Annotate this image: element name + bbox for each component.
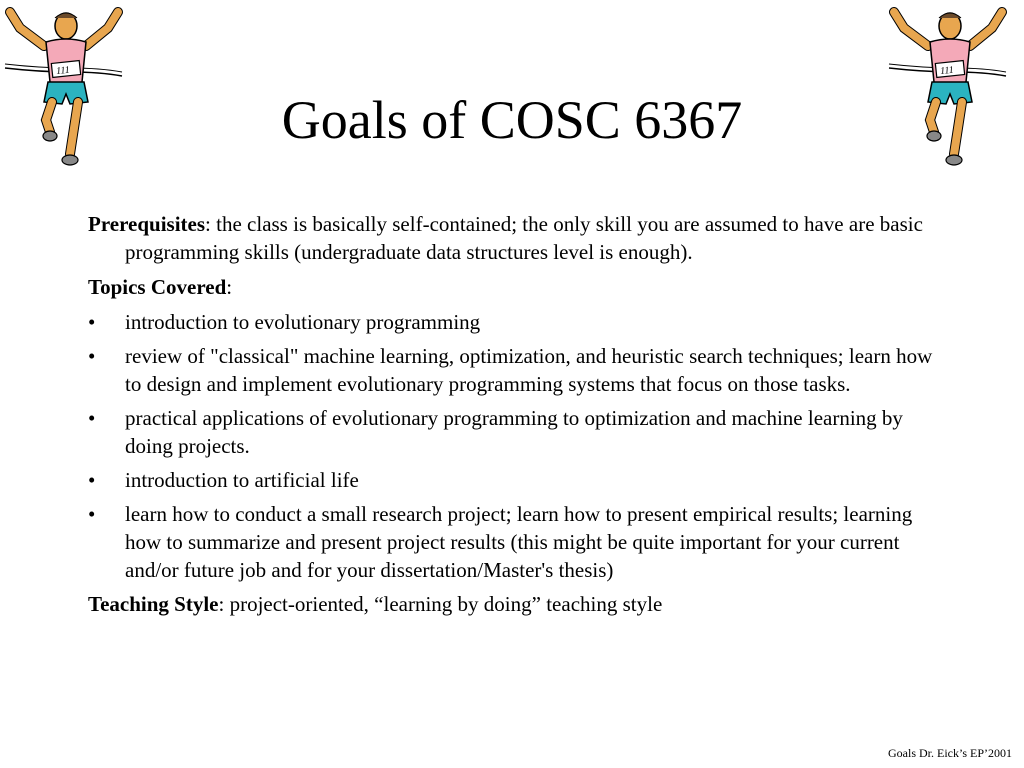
list-item-text: practical applications of evolutionary programming to optimization and machine learning by doing projects. [125,406,903,458]
list-item [88,308,938,336]
runner-bib-number: 111 [55,64,71,78]
topics-label: Topics Covered [88,275,227,299]
list-item [88,404,938,460]
teaching-style-label: Teaching Style [88,592,219,616]
list-item-text: learn how to conduct a small research project; learn how to present empirical results; learning how to summarize and present project results (this might be quite important for your current and/or future job and for your dissertation/Master's thesis) [125,502,913,582]
bullet-icon: • [88,502,96,526]
runner-bib-number: 111 [939,64,955,78]
prerequisites-paragraph [88,210,938,266]
topics-list [88,308,938,584]
list-item-text: introduction to artificial life [125,468,359,492]
slide-body [88,210,938,625]
list-item-text: introduction to evolutionary programming [125,310,481,334]
slide-title: Goals of COSC 6367 [281,90,743,150]
slide-footer: Goals Dr. Eick’s EP’2001 [888,746,1012,760]
topics-suffix: : [226,275,233,299]
prerequisites-text: : the class is basically self-contained; the only skill you are assumed to have are basic programming skills (undergraduate data structures level is enough). [125,212,923,264]
list-item [88,342,938,398]
list-item-text: review of "classical" machine learning, optimization, and heuristic search techniques; learn how to design and implement evolutionary programming systems that focus on those tasks. [125,344,933,396]
list-item [88,500,938,584]
teaching-style-text: : project-oriented, “learning by doing” teaching style [218,592,663,616]
bullet-icon: • [88,468,96,492]
bullet-icon: • [88,406,96,430]
bullet-icon: • [88,310,96,334]
list-item [88,466,938,494]
bullet-icon: • [88,344,96,368]
topics-heading [88,273,938,301]
prerequisites-label: Prerequisites [88,212,206,236]
teaching-style-paragraph [88,590,938,618]
